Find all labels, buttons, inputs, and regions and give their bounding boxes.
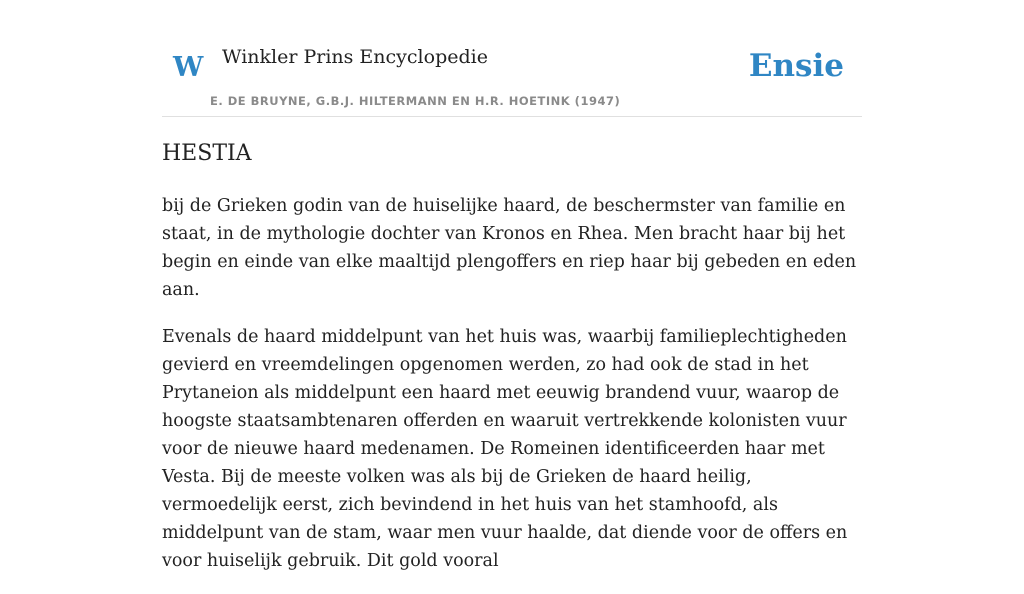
article-paragraph: bij de Grieken godin van de huiselijke haard, de beschermster van familie en staat, in de mythologie dochter van Kronos en Rhea. Men bracht haar bij het begin en einde van elke maaltijd plengoffers en riep haar bij gebeden en eden aan. [162,196,857,300]
publication-authors: E. DE BRUYNE, G.B.J. HILTERMANN EN H.R. HOETINK (1947) [210,94,621,108]
encyclopedia-logo[interactable]: W [173,52,204,83]
article-paragraph: Evenals de haard middelpunt van het huis was, waarbij familieplechtigheden gevierd en vreemdelingen opgenomen werden, zo had ook de stad in het Prytaneion als middelpunt een haard met eeuwig brandend vuur, waarop de hoogste staatsambtenaren offerden en waaruit vertrekkende kolonisten vuur voor de nieuwe haard medenamen. De Romeinen identificeerden haar met Vesta. Bij de meeste volken was als bij de Grieken de haard heilig, vermoedelijk eerst, zich bevindend in het huis van het stamhoofd, als middelpunt van de stam, waar men vuur haalde, dat diende voor de offers en voor huiselijk gebruik. Dit gold vooral [162,327,848,571]
article-body [162,192,862,594]
article-headword: HESTIA [162,141,252,166]
header [162,36,862,117]
publication-title[interactable]: Winkler Prins Encyclopedie [222,46,488,68]
ensie-brand-logo[interactable]: Ensie [748,48,844,84]
